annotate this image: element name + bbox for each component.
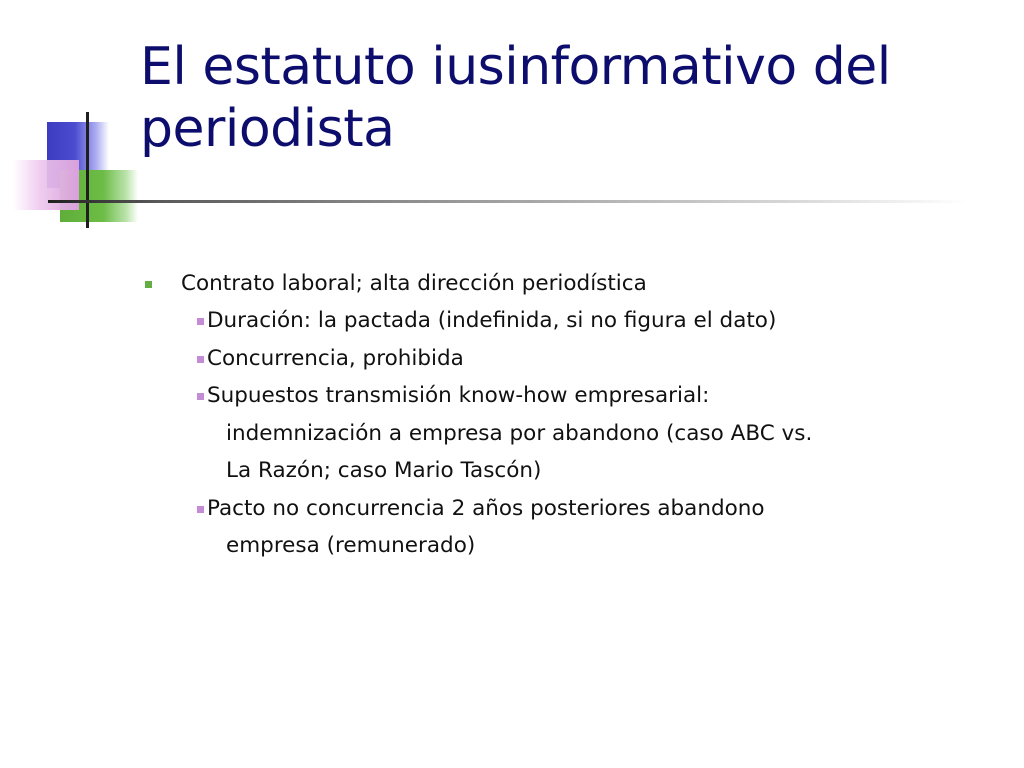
sub-bullet-text: Concurrencia, prohibida	[207, 345, 464, 371]
decorative-vertical-line	[86, 112, 89, 228]
square-bullet-icon	[197, 506, 204, 513]
sub-bullet-text: Supuestos transmisión know-how empresarial: indemnización a empresa por abandono (caso ABC vs. La Razón; caso Mario Tascón)	[207, 383, 813, 483]
sub-bullet-list	[181, 302, 860, 565]
sub-bullet-text: Pacto no concurrencia 2 años posteriores abandono empresa (remunerado)	[207, 495, 765, 558]
sub-bullet-item	[181, 302, 860, 340]
slide-title: El estatuto iusinformativo del periodista	[140, 37, 891, 159]
square-bullet-icon	[145, 281, 152, 288]
square-bullet-icon	[197, 356, 204, 363]
bullet-list	[140, 266, 860, 567]
bullet-text: Contrato laboral; alta dirección periodística	[181, 271, 647, 296]
bullet-item	[140, 266, 860, 565]
square-bullet-icon	[197, 393, 204, 400]
sub-bullet-text: Duración: la pactada (indefinida, si no figura el dato)	[207, 308, 777, 333]
sub-bullet-item	[181, 377, 860, 490]
square-bullet-icon	[197, 318, 204, 325]
sub-bullet-item	[181, 340, 860, 378]
title-underline	[48, 200, 968, 203]
sub-bullet-item	[181, 490, 860, 565]
